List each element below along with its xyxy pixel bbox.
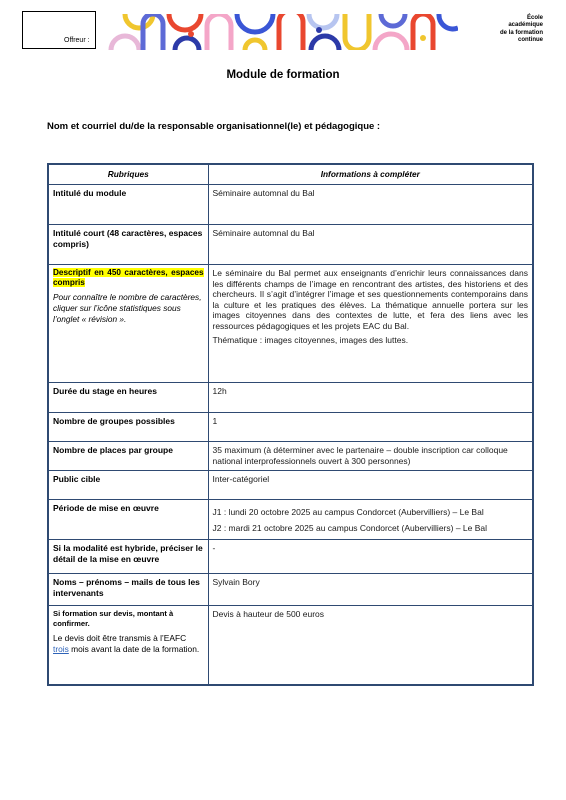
table-row bbox=[48, 442, 533, 471]
devis-note-after: mois avant la date de la formation. bbox=[71, 644, 200, 655]
value-descriptif-cell[interactable] bbox=[208, 265, 533, 383]
devis-note-link[interactable]: trois bbox=[53, 644, 69, 655]
label-public: Public cible bbox=[48, 471, 208, 500]
label-descriptif bbox=[53, 268, 204, 288]
value-descriptif: Le séminaire du Bal permet aux enseignants d’enrichir leurs connaissances dans les différents champs de l’image en rencontrant des artistes, des historiens et des chercheurs. Il s’agit d’intégrer l’image et ses questionnements contemporains dans la culture et les pratiques des élèves. La thématique annuelle portera sur les images citoyennes dans des contextes de lutte, et fera des liens avec les ressources pédagogiques et les projets EAC du Bal. bbox=[212, 268, 528, 331]
school-line: continue bbox=[518, 37, 543, 44]
table-row bbox=[48, 606, 533, 685]
label-hybride: Si la modalité est hybride, préciser le détail de la mise en œuvre bbox=[48, 540, 208, 574]
responsable-label: Nom et courriel du/de la responsable organisationnel(le) et pédagogique : bbox=[47, 121, 381, 132]
school-name bbox=[473, 15, 543, 45]
label-intitule-court: Intitulé court (48 caractères, espaces compris) bbox=[48, 225, 208, 265]
school-line: académique bbox=[508, 22, 543, 29]
table-row bbox=[48, 471, 533, 500]
table-row bbox=[48, 383, 533, 413]
table-row bbox=[48, 185, 533, 225]
value-periode-j1: J1 : lundi 20 octobre 2025 au campus Condorcet (Aubervilliers) – Le Bal bbox=[212, 507, 484, 517]
table-row bbox=[48, 225, 533, 265]
value-intitule-court[interactable]: Séminaire automnal du Bal bbox=[208, 225, 533, 265]
table-row bbox=[48, 574, 533, 606]
label-intervenants: Noms – prénoms – mails de tous les intervenants bbox=[48, 574, 208, 606]
label-intitule: Intitulé du module bbox=[48, 185, 208, 225]
table-row bbox=[48, 500, 533, 540]
value-places[interactable]: 35 maximum (à déterminer avec le partenaire – double inscription car colloque national interprofessionnels ouvert à 300 personnes) bbox=[208, 442, 533, 471]
descriptif-note: Pour connaître le nombre de caractères, cliquer sur l’icône statistiques sous l’onglet « révision ». bbox=[53, 291, 202, 324]
value-hybride[interactable]: - bbox=[208, 540, 533, 574]
value-groupes[interactable]: 1 bbox=[208, 413, 533, 442]
label-duree: Durée du stage en heures bbox=[48, 383, 208, 413]
label-devis: Si formation sur devis, montant à confirmer. bbox=[53, 609, 174, 628]
value-devis[interactable]: Devis à hauteur de 500 euros bbox=[208, 606, 533, 685]
table-row bbox=[48, 413, 533, 442]
label-devis-cell bbox=[48, 606, 208, 685]
devis-note-before: Le devis doit être transmis à l’EAFC bbox=[53, 633, 187, 644]
value-periode-j2: J2 : mardi 21 octobre 2025 au campus Condorcet (Aubervilliers) – Le Bal bbox=[212, 522, 488, 533]
decorative-banner bbox=[105, 14, 458, 50]
offreur-label: Offreur : bbox=[64, 37, 90, 44]
value-intervenants[interactable]: Sylvain Bory bbox=[208, 574, 533, 606]
header-informations: Informations à compléter bbox=[208, 164, 533, 185]
value-duree[interactable]: 12h bbox=[208, 383, 533, 413]
value-intitule[interactable]: Séminaire automnal du Bal bbox=[208, 185, 533, 225]
value-thematique: Thématique : images citoyennes, images des luttes. bbox=[212, 334, 409, 345]
label-places: Nombre de places par groupe bbox=[48, 442, 208, 471]
table-row bbox=[48, 265, 533, 383]
table-row bbox=[48, 540, 533, 574]
label-groupes: Nombre de groupes possibles bbox=[48, 413, 208, 442]
table-header-row bbox=[48, 164, 533, 185]
label-descriptif-highlight: Descriptif en 450 caractères, espaces compris bbox=[53, 268, 204, 287]
school-line: de la formation bbox=[499, 29, 543, 36]
page-title: Module de formation bbox=[226, 69, 340, 81]
school-line: École bbox=[526, 15, 543, 21]
header-rubriques: Rubriques bbox=[48, 164, 208, 185]
label-descriptif-cell bbox=[48, 265, 208, 383]
value-public[interactable]: Inter-catégoriel bbox=[208, 471, 533, 500]
module-form-table bbox=[47, 163, 534, 686]
label-periode: Période de mise en œuvre bbox=[48, 500, 208, 540]
value-periode-cell[interactable] bbox=[208, 500, 533, 540]
devis-note bbox=[53, 633, 204, 655]
